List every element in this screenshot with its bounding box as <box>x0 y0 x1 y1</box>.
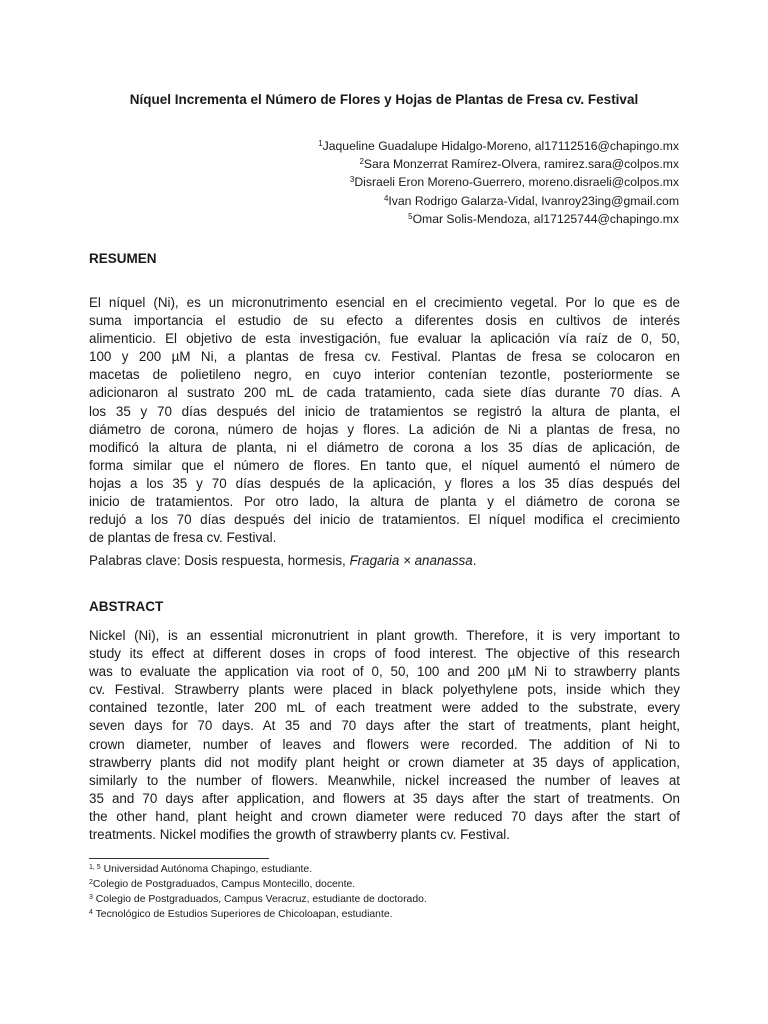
author-affiliation-mark: 2 <box>359 157 364 167</box>
author-affiliation-mark: 3 <box>349 175 355 185</box>
abstract-heading: ABSTRACT <box>89 599 164 614</box>
resumen-line: suma importancia el estudio de su efecto a diferentes dosis en cultivos de interés <box>89 313 680 329</box>
footnote-text: Colegio de Postgraduados, Campus Veracruz, estudiante de doctorado. <box>92 894 427 905</box>
abstract-line: crown diameter, number of leaves and flowers were recorded. The addition of Ni to <box>89 736 680 752</box>
abstract-line: strawberry plants did not modify plant height or crown diameter at 35 days of application, <box>89 754 680 770</box>
author-line <box>318 192 679 210</box>
resumen-line: diámetro de corona, número de hojas y flores. La adición de Ni a plantas de fresa, no <box>89 421 680 437</box>
author-affiliation-mark: 5 <box>408 211 413 221</box>
abstract-line: was to evaluate the application via root of 0, 50, 100 and 200 µM Ni to strawberry plants <box>89 664 680 680</box>
footnote-text: Colegio de Postgraduados, Campus Montecillo, docente. <box>92 879 356 890</box>
footnote <box>89 862 427 877</box>
abstract-paragraph <box>89 627 680 844</box>
keywords-end: . <box>472 553 477 568</box>
abstract-line: similarly to the number of flowers. Meanwhile, nickel increased the number of leaves at <box>89 772 680 788</box>
resumen-line: modificó la altura de planta, ni el diámetro de corona a los 35 días de aplicación, de <box>89 439 680 455</box>
author-name-email: Omar Solis-Mendoza, al17125744@chapingo.mx <box>412 211 679 226</box>
author-line <box>318 210 679 228</box>
author-name-email: Disraeli Eron Moreno-Guerrero, moreno.disraeli@colpos.mx <box>354 175 679 190</box>
keywords <box>89 552 476 570</box>
footnote-text: Tecnológico de Estudios Superiores de Chicoloapan, estudiante. <box>92 909 393 920</box>
abstract-line: treatments. Nickel modifies the growth of strawberry plants cv. Festival. <box>89 827 510 843</box>
resumen-line: redujó a los 70 días después del inicio de tratamientos. El níquel modifica el crecimiento <box>89 512 680 528</box>
resumen-line: forma similar que el número de flores. En tanto que, el níquel aumentó el número de <box>89 457 680 473</box>
resumen-line: macetas de polietileno negro, en cuyo interior contenían tezontle, posteriormente se <box>89 367 680 383</box>
keywords-label: Palabras clave: Dosis respuesta, hormesis, <box>89 553 350 568</box>
footnote-text: Universidad Autónoma Chapingo, estudiante. <box>100 864 313 875</box>
resumen-line: El níquel (Ni), es un micronutrimento esencial en el crecimiento vegetal. Por lo que es de <box>89 295 680 310</box>
resumen-line: 100 y 200 µM Ni, a plantas de fresa cv. Festival. Plantas de fresa se colocaron en <box>89 349 680 365</box>
footnote-mark: 3 <box>89 894 93 901</box>
footnote <box>89 907 427 922</box>
footnote-divider <box>89 858 269 859</box>
author-line <box>318 137 679 155</box>
footnotes <box>89 862 427 922</box>
author-name-email: Ivan Rodrigo Galarza-Vidal, Ivanroy23ing@gmail.com <box>388 193 679 208</box>
abstract-line: Nickel (Ni), is an essential micronutrient in plant growth. Therefore, it is very important to <box>89 628 680 643</box>
resumen-paragraph <box>89 294 680 547</box>
footnote-mark: 1, 5 <box>89 864 101 871</box>
resumen-heading: RESUMEN <box>89 251 157 266</box>
resumen-line: los 35 y 70 días después del inicio de tratamientos se registró la altura de planta, el <box>89 403 680 419</box>
author-line <box>318 173 679 191</box>
keywords-species: Fragaria × ananassa <box>349 553 473 568</box>
footnote-mark: 2 <box>89 879 93 886</box>
footnote-mark: 4 <box>89 909 93 916</box>
abstract-line: cv. Festival. Strawberry plants were placed in black polyethylene pots, inside which they <box>89 682 680 698</box>
author-name-email: Jaqueline Guadalupe Hidalgo-Moreno, al17112516@chapingo.mx <box>322 139 679 153</box>
abstract-line: study its effect at different doses in crops of food interest. The objective of this research <box>89 646 680 662</box>
author-affiliation-mark: 1 <box>318 139 323 148</box>
author-list <box>318 137 679 228</box>
abstract-line: contained tezontle, later 200 mL of each treatment were added to the substrate, every <box>89 700 680 716</box>
author-line <box>318 155 679 173</box>
author-affiliation-mark: 4 <box>383 193 389 203</box>
author-name-email: Sara Monzerrat Ramírez-Olvera, ramirez.sara@colpos.mx <box>363 157 679 172</box>
footnote <box>89 892 427 907</box>
paper-title: Níquel Incrementa el Número de Flores y Hojas de Plantas de Fresa cv. Festival <box>129 92 639 107</box>
resumen-line: hojas a los 35 y 70 días después de la aplicación, y flores a los 35 días después del <box>89 475 680 491</box>
resumen-line: inicio de tratamientos. Por otro lado, la altura de planta y el diámetro de corona se <box>89 494 680 510</box>
abstract-line: seven days for 70 days. At 35 and 70 days after the start of treatments, plant height, <box>89 718 680 734</box>
footnote <box>89 877 427 892</box>
resumen-line: de plantas de fresa cv. Festival. <box>89 530 277 546</box>
resumen-line: alimenticio. El objetivo de esta investigación, fue evaluar la aplicación vía raíz de 0, 50, <box>89 331 680 347</box>
abstract-line: the other hand, plant height and crown diameter were reduced 70 days after the start of <box>89 808 680 824</box>
abstract-line: 35 and 70 days after application, and flowers at 35 days after the start of treatments. On <box>89 790 680 806</box>
resumen-line: adicionaron al sustrato 200 mL de cada tratamiento, cada siete días durante 70 días. A <box>89 385 680 401</box>
